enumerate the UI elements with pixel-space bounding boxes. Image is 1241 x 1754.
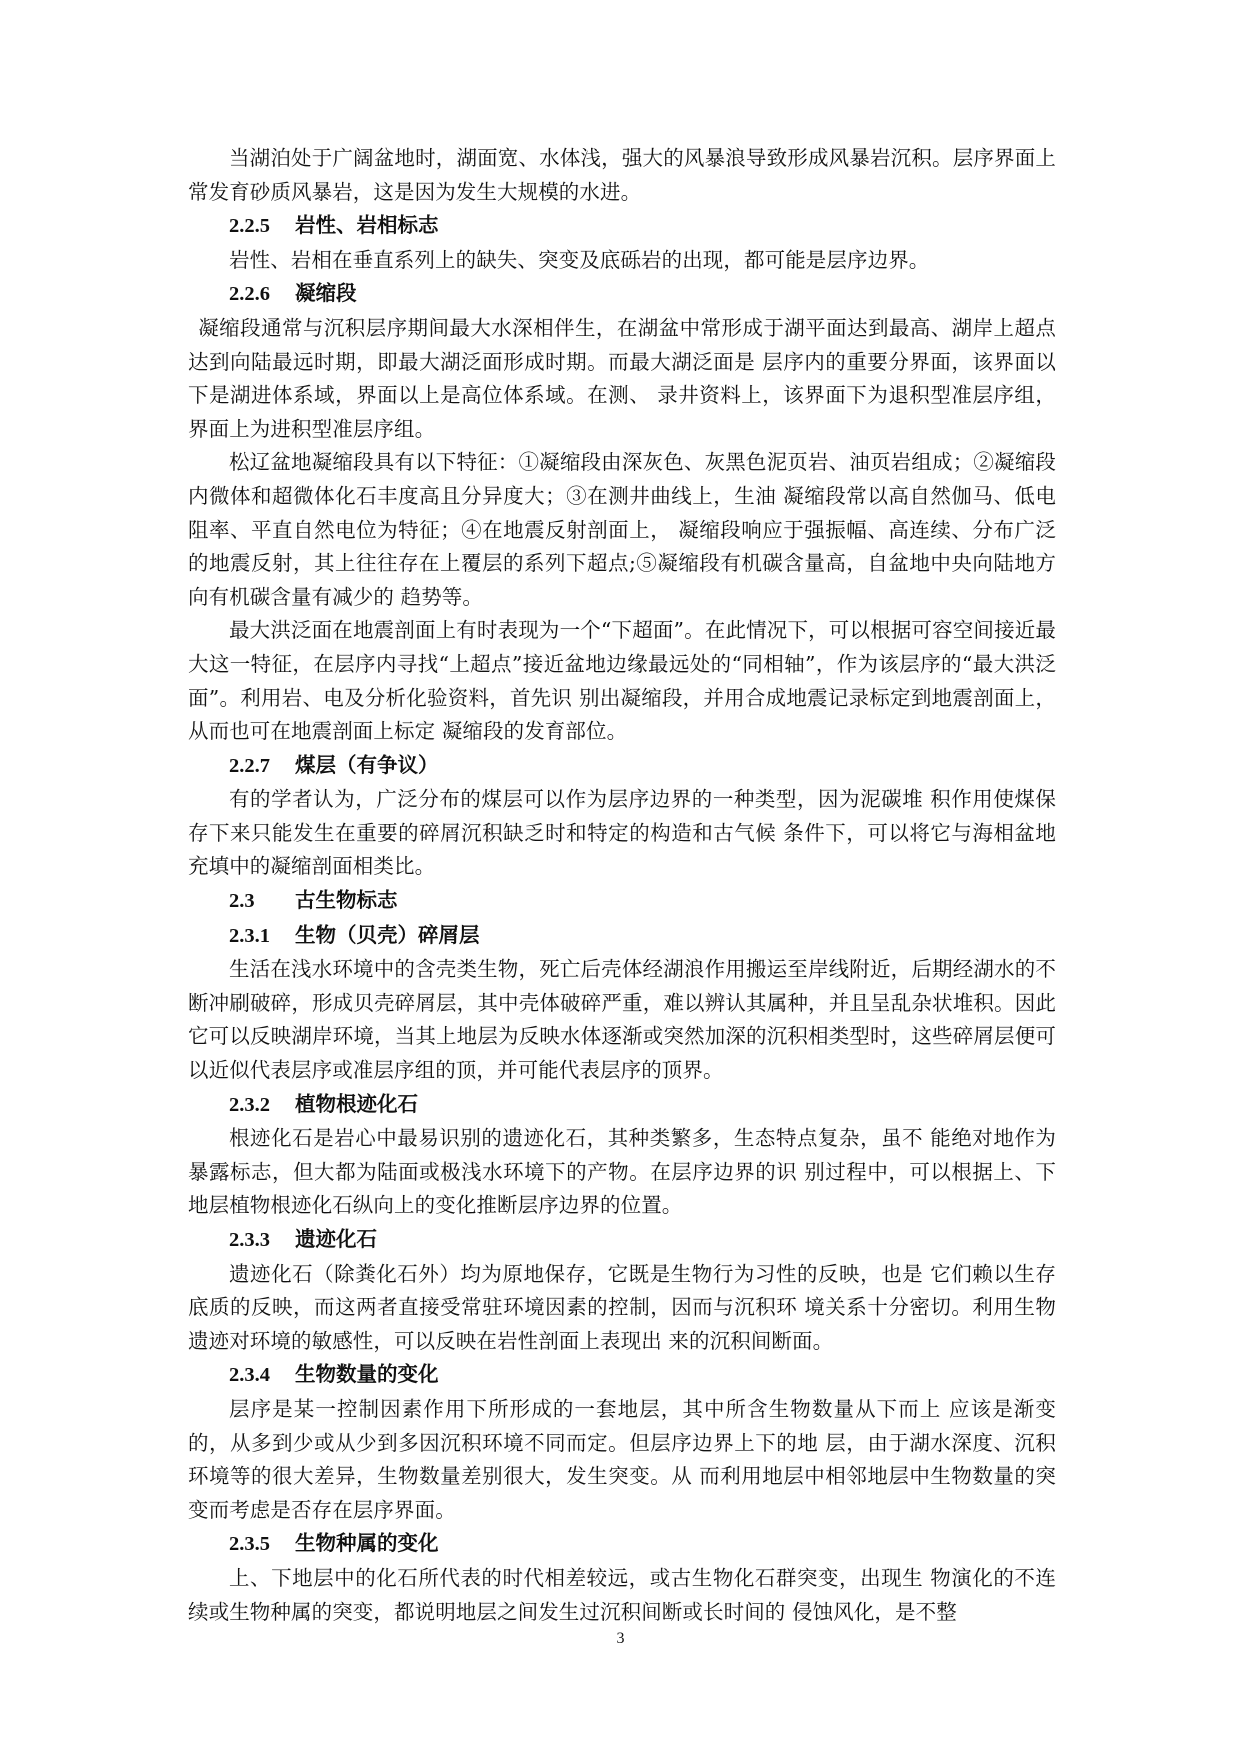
- section-title: 凝缩段: [295, 281, 357, 306]
- section-number: 2.3: [229, 890, 255, 913]
- page-number: 3: [616, 1630, 625, 1647]
- section-heading: [188, 1223, 1056, 1258]
- section-title: 岩性、岩相标志: [295, 213, 439, 238]
- section-title: 生物（贝壳）碎屑层: [295, 922, 480, 947]
- section-title: 煤层（有争议）: [295, 752, 439, 777]
- paragraph: 最大洪泛面在地震剖面上有时表现为一个“下超面”。在此情况下，可以根据可容空间接近最大这一特征，在层序内寻找“上超点”接近盆地边缘最远处的“同相轴”，作为该层序的“最大洪泛面”。利用岩、电及分析化验资料，首先识 别出凝缩段，并用合成地震记录标定到地震剖面上，从而也可在地震剖面上标定 凝缩段的发育部位。: [188, 618, 1056, 744]
- section-number: 2.3.1: [229, 924, 270, 947]
- section-heading: [188, 1527, 1056, 1562]
- section-number: 2.2.5: [229, 215, 270, 238]
- section-heading: [188, 749, 1056, 784]
- section-number: 2.3.2: [229, 1093, 270, 1116]
- paragraph: 层序是某一控制因素作用下所形成的一套地层，其中所含生物数量从下而上 应该是渐变的，从多到少或从少到多因沉积环境不同而定。但层序边界上下的地 层，由于湖水深度、沉积环境等的很大差异，生物数量差别很大，发生突变。从 而利用地层中相邻地层中生物数量的突变而考虑是否存在层序界面。: [188, 1396, 1056, 1522]
- section-title: 生物数量的变化: [295, 1362, 439, 1387]
- section-heading: [188, 209, 1056, 244]
- section-heading: [188, 1088, 1056, 1123]
- section-number: 2.2.7: [229, 754, 270, 777]
- paragraph: 松辽盆地凝缩段具有以下特征：①凝缩段由深灰色、灰黑色泥页岩、油页岩组成；②凝缩段内微体和超微体化石丰度高且分异度大；③在测井曲线上，生油 凝缩段常以高自然伽马、低电阻率、平直自然电位为特征；④在地震反射剖面上， 凝缩段响应于强振幅、高连续、分布广泛的地震反射，其上往往存在上覆层的系列下超点;⑤凝缩段有机碳含量高，自盆地中央向陆地方向有机碳含量有减少的 趋势等。: [188, 450, 1056, 609]
- section-number: 2.3.3: [229, 1229, 270, 1251]
- section-title: 遗迹化石: [295, 1227, 377, 1251]
- section-heading: [188, 1358, 1056, 1393]
- section-heading: [188, 277, 1056, 312]
- paragraph: 遗迹化石（除粪化石外）均为原地保存，它既是生物行为习性的反映，也是 它们赖以生存底质的反映，而这两者直接受常驻环境因素的控制，因而与沉积环 境关系十分密切。利用生物遗迹对环境的敏感性，可以反映在岩性剖面上表现出 来的沉积间断面。: [188, 1261, 1056, 1353]
- section-title: 古生物标志: [295, 888, 398, 913]
- section-heading: [188, 884, 1056, 919]
- paragraph: 凝缩段通常与沉积层序期间最大水深相伴生，在湖盆中常形成于湖平面达到最高、湖岸上超点达到向陆最远时期，即最大湖泛面形成时期。而最大湖泛面是 层序内的重要分界面，该界面以下是湖进体系域，界面以上是高位体系域。在测、 录井资料上，该界面下为退积型准层序组，界面上为进积型准层序组。: [188, 315, 1056, 441]
- document-body: [188, 142, 1056, 1629]
- paragraph: 根迹化石是岩心中最易识别的遗迹化石，其种类繁多，生态特点复杂，虽不 能绝对地作为暴露标志，但大都为陆面或极浅水环境下的产物。在层序边界的识 别过程中，可以根据上、下地层植物根迹化石纵向上的变化推断层序边界的位置。: [188, 1126, 1056, 1218]
- section-number: 2.3.5: [229, 1533, 270, 1556]
- paragraph: 上、下地层中的化石所代表的时代相差较远，或古生物化石群突变，出现生 物演化的不连续或生物种属的突变，都说明地层之间发生过沉积间断或长时间的 侵蚀风化，是不整: [188, 1565, 1056, 1624]
- section-number: 2.2.6: [229, 283, 270, 306]
- section-heading: [188, 919, 1056, 954]
- paragraph: 生活在浅水环境中的含壳类生物，死亡后壳体经湖浪作用搬运至岸线附近，后期经湖水的不断冲刷破碎，形成贝壳碎屑层，其中壳体破碎严重，难以辨认其属种，并且呈乱杂状堆积。因此它可以反映湖岸环境，当其上地层为反映水体逐渐或突然加深的沉积相类型时，这些碎屑层便可以近似代表层序或准层序组的顶，并可能代表层序的顶界。: [188, 957, 1056, 1083]
- section-title: 生物种属的变化: [295, 1531, 439, 1556]
- paragraph: 有的学者认为，广泛分布的煤层可以作为层序边界的一种类型，因为泥碳堆 积作用使煤保存下来只能发生在重要的碎屑沉积缺乏时和特定的构造和古气候 条件下，可以将它与海相盆地充填中的凝缩剖面相类比。: [188, 787, 1056, 879]
- section-title: 植物根迹化石: [295, 1091, 418, 1116]
- paragraph: 岩性、岩相在垂直系列上的缺失、突变及底砾岩的出现，都可能是层序边界。: [229, 247, 930, 272]
- section-number: 2.3.4: [229, 1364, 270, 1387]
- paragraph: 当湖泊处于广阔盆地时，湖面宽、水体浅，强大的风暴浪导致形成风暴岩沉积。层序界面上常发育砂质风暴岩，这是因为发生大规模的水进。: [188, 146, 1056, 204]
